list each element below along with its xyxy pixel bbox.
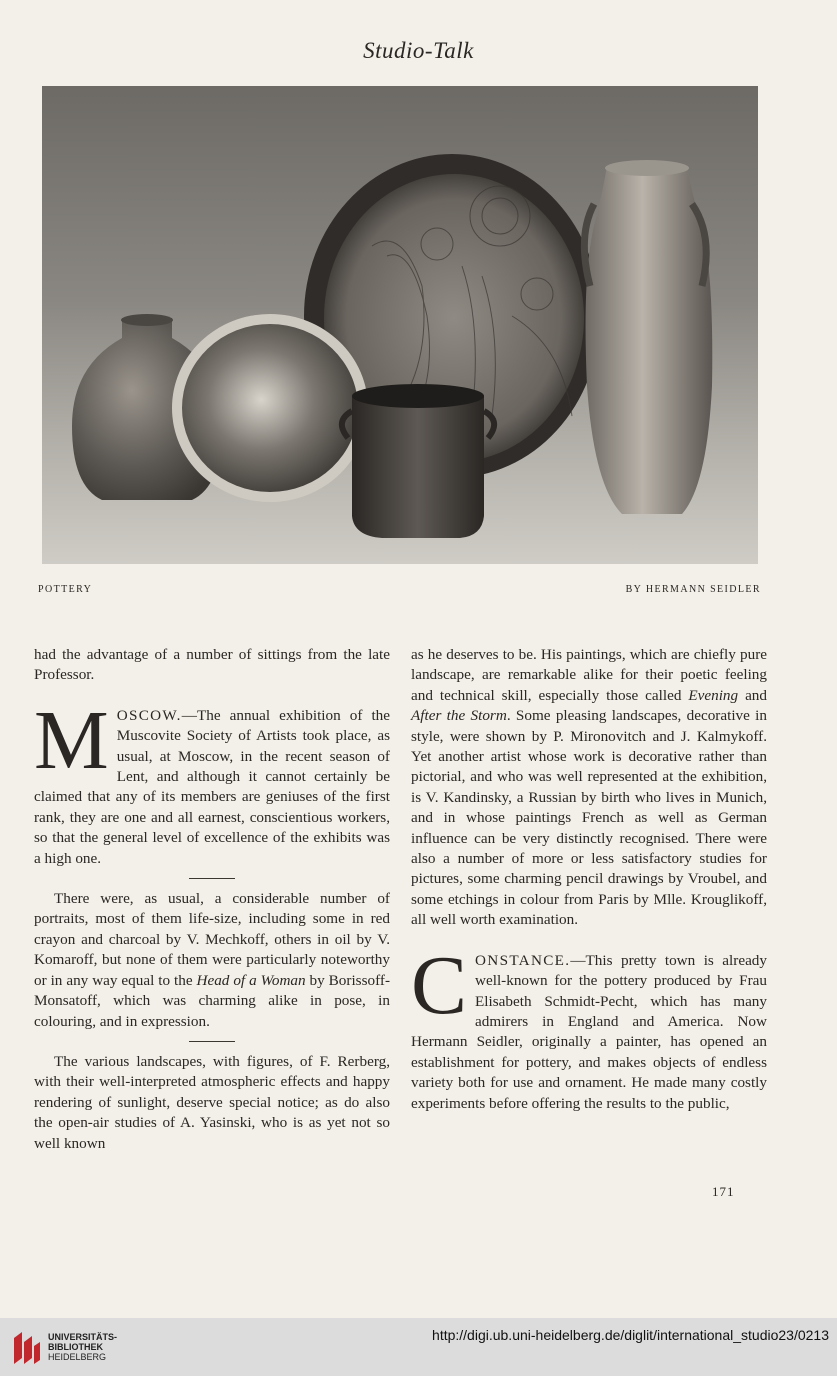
pottery-illustration [42,86,758,564]
pottery-photograph [42,86,758,564]
library-logo-icon [10,1328,42,1368]
paragraph [34,889,390,1032]
paragraph-text: There were, as usual, a considerable number of portraits, most of them life-size, including some in red crayon and charcoal by V. Mechkoff, others in oil by V. Komaroff, but none of them were particularly noteworthy or in any way equal to the [34,890,390,989]
library-name-line: BIBLIOTHEK [48,1342,103,1352]
squat-vase-mouth [121,314,173,326]
drop-cap: M [34,693,109,787]
plate-caption-credit: BY HERMANN SEIDLER [625,584,761,595]
paragraph [411,645,767,931]
paragraph-text: by Borissoff-Monsatoff, which was charming alike in pose, in colouring, and in expression. [34,971,390,1030]
constance-paragraph [411,938,767,1114]
tall-vase-mouth [605,160,689,176]
drop-cap: C [411,938,468,1032]
two-handled-pot-mouth [352,384,484,408]
shallow-bowl [182,324,358,492]
paragraph: The various landscapes, with figures, of F. Rerberg, with their well-interpreted atmospheric effects and happy rendering of sunlight, deserve special notice; as do also the open-air studies of A. Yasinski, who is as yet not so well known [34,1052,390,1152]
artwork-title: Head of a Woman [196,971,306,989]
library-name [48,1332,117,1362]
footer-bar [0,1318,837,1376]
running-head: Studio-Talk [363,38,474,63]
library-name-line: HEIDELBERG [48,1352,107,1362]
constance-lead: ONSTANCE. [475,951,571,969]
paragraph-text: . Some pleasing landscapes, decorative in style, were shown by P. Mironovitch and J. Kalmykoff. Yet another artist whose work is decorative rather than pictorial, and who was well represented at the exhibition, is V. Kandinsky, a Russian by birth who lives in Munich, and in whose paintings French as well as German influence can be very distinctly recognised. There were also a number of more or less satisfactory studies for pictures, some charming pencil drawings by Vroubel, and some etchings in colour from Paris by Mlle. Krouglikoff, all well worth examination. [411,707,767,929]
section-divider [189,878,235,879]
section-divider [189,1041,235,1042]
artwork-title: Evening [688,686,739,704]
paragraph: had the advantage of a number of sittings from the late Professor. [34,646,390,684]
constance-text: —This pretty town is already well-known for the pottery produced by Frau Elisabeth Schmidt-Pecht, which has many admirers in England and America. Now Hermann Seidler, originally a painter, has opened an establishment for pottery, and makes objects of endless variety both for use and ornament. He made many costly experiments before offering the results to the public, [411,951,767,1112]
plate-caption-title: POTTERY [38,584,93,595]
source-url-link[interactable]: http://digi.ub.uni-heidelberg.de/diglit/international_studio23/0213 [432,1327,829,1343]
tall-vase [586,166,713,514]
library-name-line: UNIVERSITÄTS- [48,1332,118,1342]
text-column-right [411,645,767,1114]
moscow-text: —The annual exhibition of the Muscovite Society of Artists took place, as usual, at Moscow, in the recent season of Lent, and although it cannot certainly be claimed that any of its members are geniuses of the first rank, they are one and all earnest, conscientious workers, so that the general level of excellence of the exhibits was a high one. [34,706,390,867]
paragraph-text: and [738,686,767,704]
moscow-lead: OSCOW. [116,706,182,724]
moscow-paragraph [34,693,390,869]
text-column-left [34,645,390,1154]
artwork-title: After the Storm [411,707,507,725]
page-number: 171 [712,1184,735,1199]
paragraph-text: as he deserves to be. His paintings, which are chiefly pure landscape, are remarkable alike for their poetic feeling and technical skill, especially those called [411,646,767,704]
two-handled-pot [352,396,484,538]
